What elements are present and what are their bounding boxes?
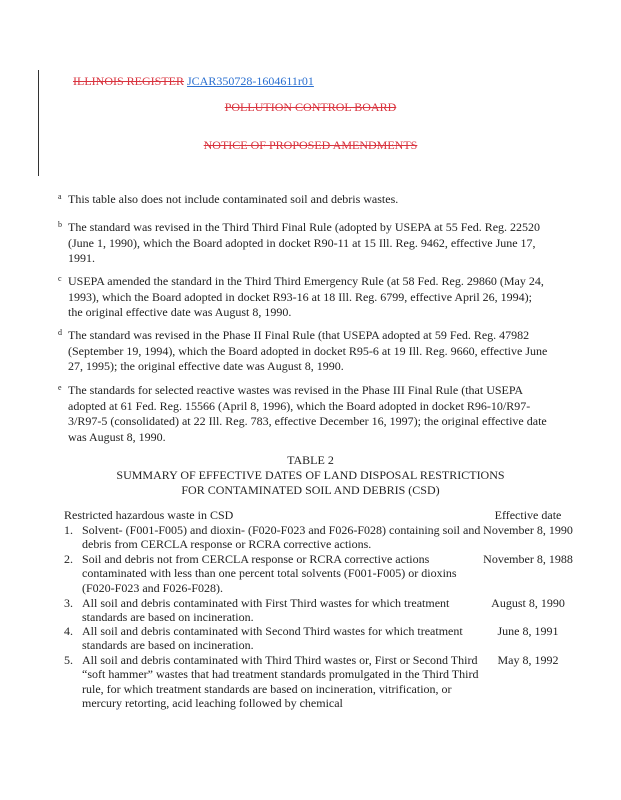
board-header — [0, 100, 621, 115]
footnote-mark: c — [58, 274, 62, 283]
table-title-line1: SUMMARY OF EFFECTIVE DATES OF LAND DISPOSAL RESTRICTIONS — [116, 468, 505, 482]
column-header-date: Effective date — [494, 508, 562, 522]
jcar-id-text: JCAR350728-1604611r01 — [187, 74, 314, 88]
footnote-text: The standard was revised in the Phase II Final Rule (that USEPA adopted at 59 Fed. Reg. 47982 (September 19, 1994), which the Board adopted in docket R95-6 at 19 Ill. Reg. 9660, effective June 27, 1995); the original effective date was August 8, 1990. — [68, 328, 548, 373]
revision-change-bar — [38, 70, 39, 176]
row-number: 2. — [64, 552, 73, 566]
row-effective-date: November 8, 1990 — [483, 523, 573, 537]
footnote-e — [58, 383, 548, 445]
table-label: TABLE 2 — [287, 453, 334, 467]
column-header-waste: Restricted hazardous waste in CSD — [64, 508, 234, 522]
row-description: All soil and debris contaminated with First Third wastes for which treatment standards are based on incineration. — [82, 596, 450, 625]
row-description: All soil and debris contaminated with Third Third wastes or, First or Second Third “soft hammer” wastes that had treatment standards promulgated in the Third Third rule, for which treatment standards are based on incineration, vitrification, or mercury retorting, acid leaching followed by chemical — [82, 653, 479, 711]
register-struck-text: ILLINOIS REGISTER — [73, 74, 184, 88]
footnote-mark: b — [58, 220, 62, 229]
row-number: 1. — [64, 523, 73, 537]
row-effective-date: June 8, 1991 — [497, 624, 559, 638]
footnote-text: The standards for selected reactive wastes was revised in the Phase III Final Rule (that USEPA adopted at 61 Fed. Reg. 15566 (April 8, 1996), which the Board adopted in docket R96-10/R97-3/R97-5 (consolidated) at 22 Ill. Reg. 783, effective December 16, 1997); the original effective date was August 8, 1990. — [68, 383, 547, 444]
row-effective-date: November 8, 1988 — [483, 552, 573, 566]
row-effective-date: August 8, 1990 — [491, 596, 565, 610]
footnote-mark: d — [58, 328, 62, 337]
row-description: Soil and debris not from CERCLA response or RCRA corrective actions contaminated with less than one percent total solvents (F001-F005) or dioxins (F020-F023 and F026-F028). — [82, 552, 457, 595]
row-number: 3. — [64, 596, 73, 610]
footnote-text: The standard was revised in the Third Third Final Rule (adopted by USEPA at 55 Fed. Reg. 22520 (June 1, 1990), which the Board adopted in docket R90-11 at 15 Ill. Reg. 9462, effective June 17, 1991. — [68, 220, 541, 265]
row-description: All soil and debris contaminated with Second Third wastes for which treatment standards are based on incineration. — [82, 624, 463, 653]
notice-struck-text: NOTICE OF PROPOSED AMENDMENTS — [203, 138, 418, 152]
footnote-a — [58, 192, 548, 208]
row-effective-date: May 8, 1992 — [497, 653, 559, 667]
footnote-text: This table also does not include contaminated soil and debris wastes. — [68, 192, 399, 206]
row-number: 5. — [64, 653, 73, 667]
footnote-b — [58, 220, 548, 267]
footnote-mark: a — [58, 192, 62, 201]
table-header-row — [64, 508, 578, 523]
footnote-mark: e — [58, 383, 62, 392]
notice-header — [0, 138, 621, 153]
row-description: Solvent- (F001-F005) and dioxin- (F020-F023 and F026-F028) containing soil and debris from CERCLA response or RCRA corrective actions. — [82, 523, 481, 552]
table-title-line2: FOR CONTAMINATED SOIL AND DEBRIS (CSD) — [181, 483, 440, 497]
board-struck-text: POLLUTION CONTROL BOARD — [224, 100, 397, 114]
row-number: 4. — [64, 624, 73, 638]
footnote-text: USEPA amended the standard in the Third Third Emergency Rule (at 58 Fed. Reg. 29860 (May 24, 1993), which the Board adopted in docket R93-16 at 18 Ill. Reg. 6799, effective April 26, 1994); the original effective date was August 8, 1990. — [68, 274, 544, 319]
footnote-d — [58, 328, 548, 375]
footnote-c — [58, 274, 548, 321]
register-header — [73, 74, 314, 89]
